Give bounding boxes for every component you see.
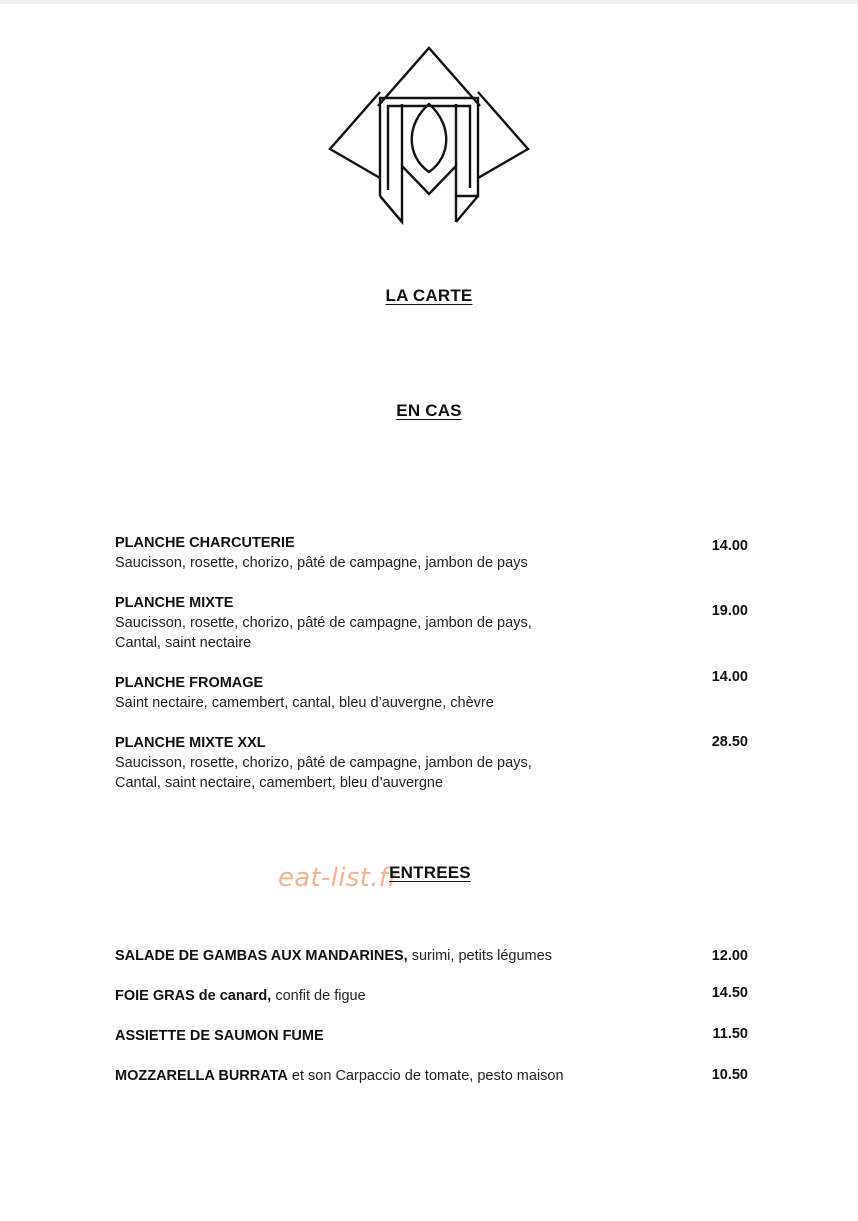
menu-item: [115, 1026, 675, 1046]
menu-item-name: ASSIETTE DE SAUMON FUME: [115, 1028, 324, 1044]
menu-item-price: 19.00: [711, 603, 748, 619]
menu-item-price: 14.50: [711, 985, 748, 1001]
menu-item-description: surimi, petits légumes: [407, 948, 552, 964]
page-title: LA CARTE: [385, 286, 473, 305]
menu-item: [115, 593, 755, 653]
menu-item-name: PLANCHE MIXTE: [115, 595, 234, 611]
menu-item-name: SALADE DE GAMBAS AUX MANDARINES,: [115, 948, 408, 964]
restaurant-logo-icon: [326, 44, 532, 228]
menu-item: [115, 733, 755, 793]
menu-item-description: Cantal, saint nectaire: [115, 635, 252, 651]
watermark: eat-list.fr: [278, 863, 400, 893]
menu-item: [115, 673, 755, 713]
menu-item-description: confit de figue: [271, 988, 366, 1004]
section-heading-entrees: ENTREES: [389, 863, 471, 882]
menu-item-price: 14.00: [711, 538, 748, 554]
menu-item-price: 12.00: [711, 948, 748, 964]
section-heading-en-cas: EN CAS: [396, 401, 462, 420]
menu-item-description: et son Carpaccio de tomate, pesto maison: [287, 1068, 564, 1084]
menu-item-name: PLANCHE CHARCUTERIE: [115, 535, 295, 551]
menu-item-price: 11.50: [712, 1026, 748, 1042]
menu-item: [115, 1066, 675, 1086]
menu-item-description: Saucisson, rosette, chorizo, pâté de campagne, jambon de pays: [115, 555, 528, 571]
menu-item: [115, 986, 675, 1006]
menu-item-name: PLANCHE FROMAGE: [115, 675, 264, 691]
menu-item-price: 10.50: [711, 1067, 748, 1083]
menu-item-price: 14.00: [711, 669, 748, 685]
menu-item-description: Saucisson, rosette, chorizo, pâté de campagne, jambon de pays,: [115, 615, 532, 631]
menu-item-name: FOIE GRAS de canard,: [115, 988, 272, 1004]
menu-item-description: Saint nectaire, camembert, cantal, bleu d’auvergne, chèvre: [115, 695, 494, 711]
top-border: [0, 0, 858, 4]
menu-item-description: Saucisson, rosette, chorizo, pâté de campagne, jambon de pays,: [115, 755, 532, 771]
menu-item-description: Cantal, saint nectaire, camembert, bleu d’auvergne: [115, 775, 444, 791]
menu-item-price: 28.50: [711, 734, 748, 750]
menu-item-name: MOZZARELLA BURRATA: [115, 1068, 288, 1084]
menu-item: [115, 946, 675, 966]
menu-item-name: PLANCHE MIXTE XXL: [115, 735, 266, 751]
menu-item: [115, 533, 755, 573]
